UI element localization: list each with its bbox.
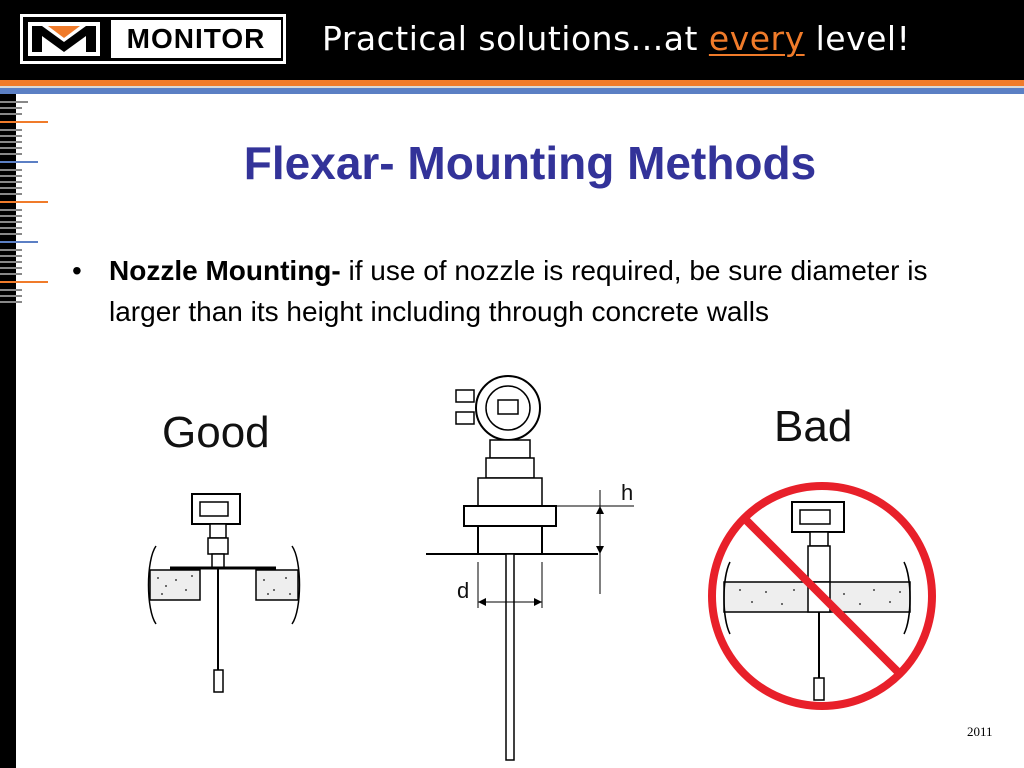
bullet-text (109, 250, 949, 332)
tagline-start: Practical solutions...at (322, 19, 709, 58)
bullet-lead: Nozzle Mounting- (109, 255, 341, 286)
logo-wordmark: MONITOR (111, 20, 281, 58)
nozzle-dimension-diagram (420, 372, 650, 764)
blue-stripe (0, 88, 1024, 94)
monitor-logo (20, 14, 286, 64)
diameter-label: d (457, 578, 470, 603)
bullet-body: if use of nozzle is required, be sure diameter is larger than its height including through concrete walls (109, 255, 928, 327)
slide-title: Flexar- Mounting Methods (243, 137, 817, 189)
bullet-dot: • (72, 255, 82, 286)
tagline-accent: every (708, 19, 805, 58)
footer-year: 2011 (967, 724, 993, 739)
height-label: h (621, 480, 634, 505)
header-bar (0, 0, 1024, 80)
good-mounting-diagram (140, 490, 310, 700)
tagline-end: level! (804, 19, 911, 58)
good-label: Good (162, 408, 270, 457)
bad-mounting-diagram (704, 478, 940, 714)
tagline (322, 12, 910, 66)
m-logo-icon (28, 22, 100, 56)
sidebar-ticks (0, 96, 60, 316)
bad-label: Bad (774, 402, 853, 451)
